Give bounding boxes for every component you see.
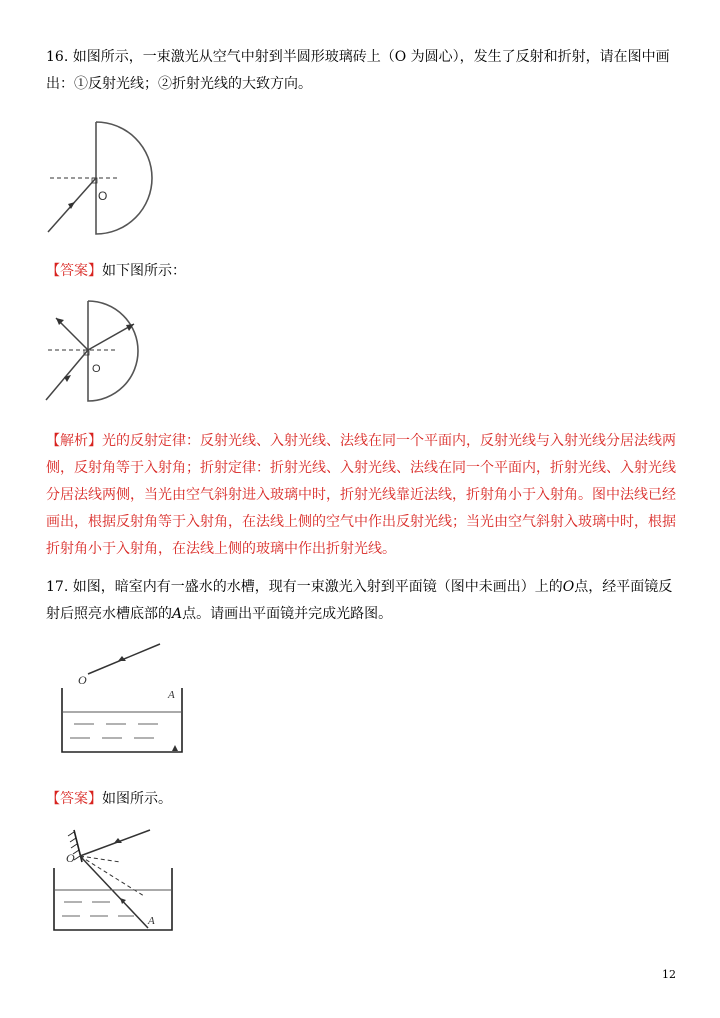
q16-answer-figure xyxy=(44,298,164,404)
q16-analysis xyxy=(46,428,678,563)
q17-text-1: 17. 如图，暗室内有一盛水的水槽，现有一束激光入射到平面镜（图中未画出）上的 xyxy=(46,579,563,595)
q17-figure xyxy=(50,640,196,760)
q17-answer-label: 【答案】 xyxy=(46,791,102,807)
q16-answer-label: 【答案】 xyxy=(46,263,102,279)
q16-question-text: 16. 如图所示，一束激光从空气中射到半圆形玻璃砖上（O 为圆心），发生了反射和折射，请在图中画出：①反射光线；②折射光线的大致方向。 xyxy=(46,49,670,92)
q17-label-o: O xyxy=(78,673,87,687)
q16-analysis-label: 【解析】 xyxy=(46,433,102,449)
q17-label-a: A xyxy=(168,689,175,701)
q16-label-o: O xyxy=(98,189,108,203)
q17-answer-label-o: O xyxy=(66,851,75,865)
q16-analysis-text: 光的反射定律：反射光线、入射光线、法线在同一个平面内，反射光线与入射光线分居法线两侧，反射角等于入射角；折射定律：折射光线、入射光线、法线在同一个平面内，折射光线、入射光线分居法线两侧，当光由空气斜射进入玻璃中时，折射光线靠近法线，折射角小于入射角。图中法线已经画出，根据反射角等于入射角，在法线上侧的空气中作出反射光线；当光由空气斜射入玻璃中时，根据折射角小于入射角，在法线上侧的玻璃中作出折射光线。 xyxy=(46,433,676,557)
q16-figure xyxy=(44,118,184,238)
q17-point-o: O xyxy=(562,579,575,595)
q16-answer xyxy=(46,258,678,285)
q17-answer xyxy=(46,786,678,813)
q17-answer-figure xyxy=(48,824,194,936)
q17-question xyxy=(46,574,678,628)
q17-answer-text: 如图所示。 xyxy=(102,791,172,807)
q17-answer-label-a: A xyxy=(148,915,155,927)
q16-answer-text: 如下图所示： xyxy=(102,263,186,279)
page-number: 12 xyxy=(662,968,676,981)
q16-answer-label-o: O xyxy=(92,363,101,375)
q17-text-2: 点，经平面镜反射后照亮水槽底部的 xyxy=(46,579,673,622)
q17-text-3: 点。请画出平面镜并完成光路图。 xyxy=(182,606,393,622)
q16-question xyxy=(46,44,678,98)
q17-point-a: A xyxy=(172,606,183,622)
